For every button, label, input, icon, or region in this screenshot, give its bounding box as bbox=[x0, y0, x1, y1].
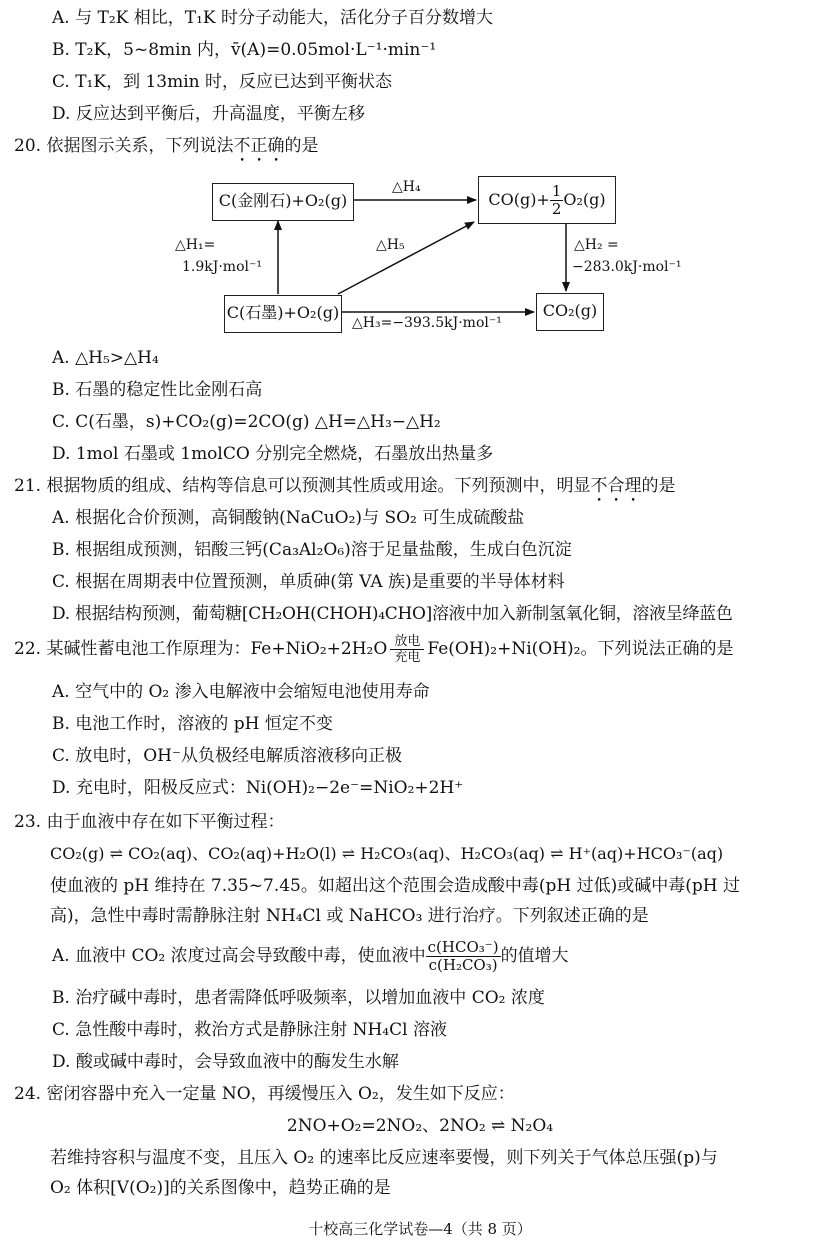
q23-option-b: B. 治疗碱中毒时，患者需降低呼吸频率，以增加血液中 CO₂ 浓度 bbox=[52, 988, 545, 1008]
q19-option-d: D. 反应达到平衡后，升高温度，平衡左移 bbox=[52, 104, 365, 124]
q24-reaction: 2NO+O₂=2NO₂、2NO₂ ⇌ N₂O₄ bbox=[286, 1116, 554, 1136]
q21-option-c: C. 根据在周期表中位置预测，单质砷(第 VA 族)是重要的半导体材料 bbox=[52, 572, 565, 592]
half-num: 1 bbox=[551, 182, 562, 200]
q23-equilibria: CO₂(g) ⇌ CO₂(aq)、CO₂(aq)+H₂O(l) ⇌ H₂CO₃(aq)、H₂CO₃(aq) ⇌ H⁺(aq)+HCO₃⁻(aq) bbox=[50, 844, 724, 863]
box-graphite: C(石墨)+O₂(g) bbox=[224, 295, 342, 333]
ratio-numerator: c(HCO₃⁻) bbox=[427, 938, 499, 956]
q21-stem-post: 的是 bbox=[641, 476, 676, 496]
q20-option-c: C. C(石墨，s)+CO₂(g)=2CO(g) △H=△H₃−△H₂ bbox=[52, 412, 441, 432]
q23-paragraph-line1: 使血液的 pH 维持在 7.35~7.45。如超出这个范围会造成酸中毒(pH 过低)或碱中毒(pH 过 bbox=[50, 876, 740, 896]
q23-option-c: C. 急性酸中毒时，救治方式是静脉注射 NH₄Cl 溶液 bbox=[52, 1020, 447, 1040]
q22-stem-pre: 22. 某碱性蓄电池工作原理为：Fe+NiO₂+2H₂O bbox=[14, 639, 388, 659]
q23-option-d: D. 酸或碱中毒时，会导致血液中的酶发生水解 bbox=[52, 1052, 399, 1072]
label-dh3: △H₃=−393.5kJ·mol⁻¹ bbox=[352, 315, 502, 331]
q21-option-d: D. 根据结构预测，葡萄糖[CH₂OH(CHOH)₄CHO]溶液中加入新制氢氧化铜，溶液呈绛蓝色 bbox=[52, 604, 733, 624]
q21-stem-pre: 21. 根据物质的组成、结构等信息可以预测其性质或用途。下列预测中，明显 bbox=[14, 476, 591, 496]
q24-paragraph-line2: O₂ 体积[V(O₂)]的关系图像中，趋势正确的是 bbox=[50, 1178, 391, 1198]
half-fraction bbox=[550, 183, 564, 218]
q23-paragraph-line2: 高)，急性中毒时需静脉注射 NH₄Cl 或 NaHCO₃ 进行治疗。下列叙述正确的是 bbox=[50, 906, 649, 926]
label-dh4: △H₄ bbox=[392, 179, 421, 195]
q23-option-a bbox=[52, 936, 569, 976]
q20-option-b: B. 石墨的稳定性比金刚石高 bbox=[52, 380, 263, 400]
q21-option-b: B. 根据组成预测，铝酸三钙(Ca₃Al₂O₆)溶于足量盐酸，生成白色沉淀 bbox=[52, 540, 572, 560]
box-co2: CO₂(g) bbox=[536, 293, 604, 331]
q20-stem-post: 的是 bbox=[284, 136, 319, 156]
box-co bbox=[478, 176, 616, 224]
box-diamond: C(金刚石)+O₂(g) bbox=[212, 183, 354, 221]
q20-stem-pre: 20. 依据图示关系，下列说法 bbox=[14, 136, 234, 156]
q19-option-a: A. 与 T₂K 相比，T₁K 时分子动能大，活化分子百分数增大 bbox=[52, 8, 494, 28]
q24-paragraph-line1: 若维持容积与温度不变，且压入 O₂ 的速率比反应速率要慢，则下列关于气体总压强(p)与 bbox=[50, 1148, 718, 1168]
q22-option-c: C. 放电时，OH⁻从负极经电解质溶液移向正极 bbox=[52, 746, 402, 766]
q22-option-d: D. 充电时，阳极反应式：Ni(OH)₂−2e⁻=NiO₂+2H⁺ bbox=[52, 778, 464, 798]
q22-option-a: A. 空气中的 O₂ 渗入电解液中会缩短电池使用寿命 bbox=[52, 682, 430, 702]
q19-option-b: B. T₂K，5~8min 内，v̄(A)=0.05mol·L⁻¹·min⁻¹ bbox=[52, 40, 437, 60]
arrow-bottom-label: 充电 bbox=[394, 650, 421, 665]
label-dh1-line1: △H₁= bbox=[175, 237, 216, 253]
arrow-top-label: 放电 bbox=[390, 634, 424, 650]
q21-stem bbox=[14, 474, 675, 506]
label-dh2-line2: −283.0kJ·mol⁻¹ bbox=[572, 259, 682, 275]
q23-ratio-fraction bbox=[426, 939, 501, 974]
q19-option-c: C. T₁K，到 13min 时，反应已达到平衡状态 bbox=[52, 72, 393, 92]
half-den: 2 bbox=[551, 200, 562, 218]
q21-stem-emphasis: 不合理 bbox=[590, 476, 642, 496]
q23-option-a-pre: A. 血液中 CO₂ 浓度过高会导致酸中毒，使血液中 bbox=[52, 946, 426, 966]
q22-stem bbox=[14, 632, 734, 666]
arrow-dh5 bbox=[338, 222, 474, 294]
ratio-denominator: c(H₂CO₃) bbox=[428, 956, 498, 974]
q22-option-b: B. 电池工作时，溶液的 pH 恒定不变 bbox=[52, 714, 333, 734]
box-co-post: O₂(g) bbox=[563, 190, 606, 209]
discharge-charge-arrow bbox=[390, 634, 424, 665]
label-dh5: △H₅ bbox=[376, 237, 405, 253]
label-dh1-line2: 1.9kJ·mol⁻¹ bbox=[182, 259, 262, 275]
q23-stem: 23. 由于血液中存在如下平衡过程： bbox=[14, 812, 285, 832]
q21-option-a: A. 根据化合价预测，高铜酸钠(NaCuO₂)与 SO₂ 可生成硫酸盐 bbox=[52, 508, 525, 528]
q24-stem: 24. 密闭容器中充入一定量 NO，再缓慢压入 O₂，发生如下反应： bbox=[14, 1084, 515, 1104]
q23-option-a-post: 的值增大 bbox=[500, 946, 569, 966]
label-dh2-line1: △H₂ = bbox=[574, 237, 619, 253]
page-footer: 十校高三化学试卷—4（共 8 页） bbox=[308, 1220, 532, 1238]
q20-stem-emphasis: 不正确 bbox=[233, 136, 285, 156]
q20-option-a: A. △H₅>△H₄ bbox=[52, 348, 159, 368]
box-co-pre: CO(g)+ bbox=[488, 190, 550, 209]
q20-option-d: D. 1mol 石墨或 1molCO 分别完全燃烧，石墨放出热量多 bbox=[52, 444, 494, 464]
q22-stem-post: Fe(OH)₂+Ni(OH)₂。下列说法正确的是 bbox=[427, 639, 734, 659]
